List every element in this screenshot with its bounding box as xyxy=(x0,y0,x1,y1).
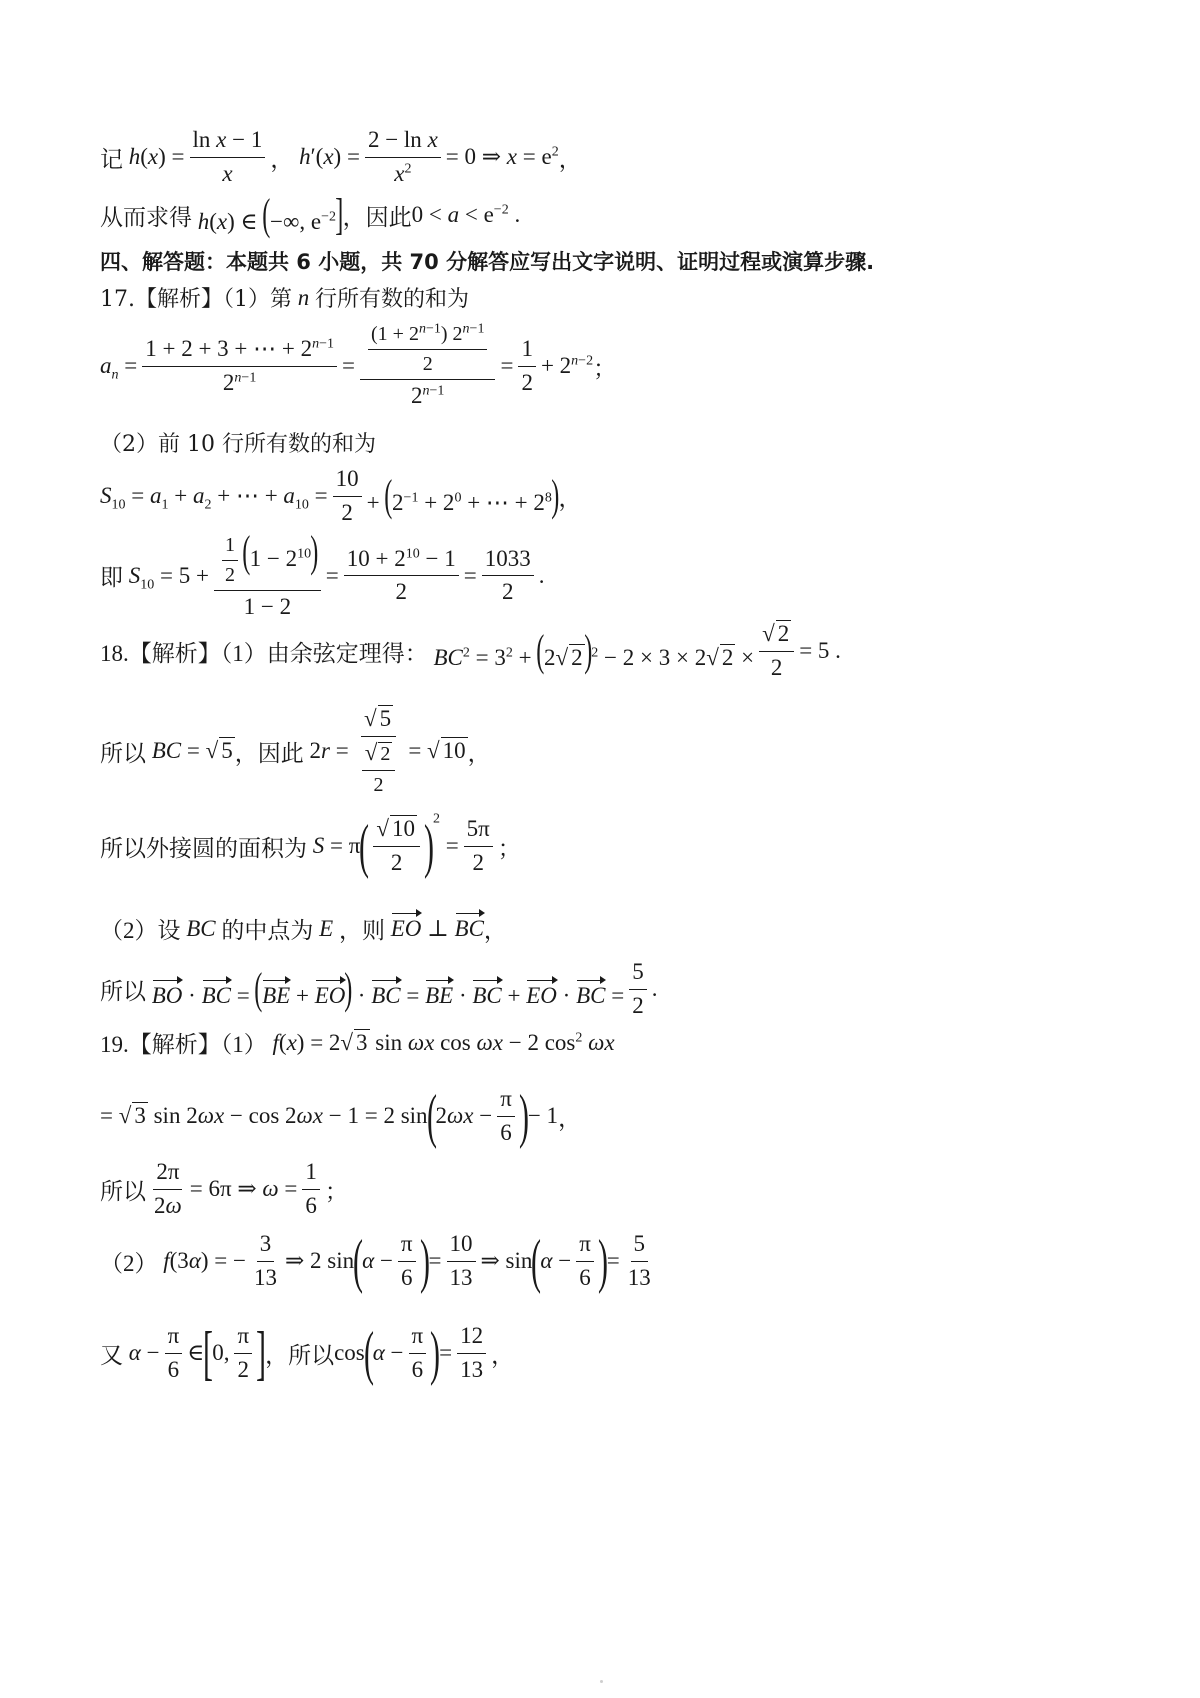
q18-part2: （2）设 BC 的中点为 E ，则 EO ⊥ BC ， xyxy=(100,915,507,943)
q19-part2: （2） f(3α) = − $\frac{3}{13}$ ⇒ 2 sin ( α − $\frac{\pi}{6}$ ) = $\frac{10}{13}$ ⇒ sin ( α − $\frac{\pi}{6}$ ) = $\frac{5}{13}$ xyxy=(100,1228,651,1295)
q17-part2: （2）前 10 行所有数的和为 xyxy=(100,432,376,457)
text-ji: 记 xyxy=(100,146,123,172)
q18-cosine-law: 18.【解析】（1）由余弦定理得： $BC^2 = 3^2 + (2√$ 2)$^2$ − 2 × 3 × 2√ 2 × $\frac{√ 2}{2}$ = 5 . xyxy=(100,621,841,680)
q19-fx: 19.【解析】（1） f(x) = 2√ 3 sin ωx cos ωx − 2 $\cos^2 \omega x$ xyxy=(100,1029,615,1057)
q18-dot-product: 所以 BO · BC = (BE + EO) · BC = BE · BC + EO · BC = $\frac{5}{2}$ . xyxy=(100,959,658,1018)
page-footer-mark xyxy=(600,1680,603,1683)
line-range-result: 从而求得 h(x) ∈ (−∞, $e^{-2}$] ， 因此 $0 < a < e^{-2}$ . xyxy=(100,190,521,239)
q18-area: 所以外接圆的面积为 S = π ( $\frac{√ 10}{2}$ ) $^2$ = $\frac{5\pi}{2}$ ； xyxy=(100,811,521,880)
q17-an-formula: $a_n$ = $\frac{1 + 2 + 3 + \cdots + 2^{n-1}}{2^{n-1}}$ = $\frac{\frac{(1 + 2^{n-1}) 2^{n-1}}{2}}{2^{n-1}}$ = $\frac{1}{2}$ + $2^{n-2}$ ； xyxy=(100,321,617,408)
q19-cos: 又 α − $\frac{\pi}{6}$ ∈ [ 0, $\frac{\pi}{2}$ ] ，所以 cos ( α − $\frac{\pi}{6}$ ) = $\frac{12}{13}$ ， xyxy=(100,1320,515,1387)
q19-simplify: = √ 3 sin 2ωx − cos 2ωx − 1 = 2 sin ( 2ωx − $\frac{\pi}{6}$ ) − 1 ， xyxy=(100,1083,582,1150)
q17-s10-sum: $S_{10} = a_1 + a_2$ + ⋯ + $a_{10}$ = $\frac{10}{2}$ + ($2^{-1} + 2^0$ + ⋯ + $2^8$) ， xyxy=(100,466,582,525)
q19-omega: 所以 $\frac{2\pi}{2\omega}$ = 6π ⇒ ω = $\frac{1}{6}$ ； xyxy=(100,1159,348,1218)
q17-intro: 17.【解析】（1）第 n 行所有数的和为 xyxy=(100,284,470,312)
q17-s10-result: 即 $S_{10} = 5$ + $\frac{1}{2}$ $(1 - 2^{10})$ 1 − 2 = $\frac{10 + 2^{10} - 1}{2}$ = $\frac{1033}{2}$ . xyxy=(100,527,545,620)
line-h-definition: 记 h(x) = $\frac{\text{ln x − 1}}{x}$ ， h′(x) = $\frac{\text{2 − ln x}}{x^2}$ = 0 ⇒ $x = e^2$ ， xyxy=(100,127,582,186)
q18-bc-radius: 所以 BC = √ 5 ， 因此 2r = $\frac{√ 5}{\frac{√ 2}{2}}$ = √ 10 ， xyxy=(100,706,491,796)
section-heading: 四、解答题：本题共 6 小题，共 70 分解答应写出文字说明、证明过程或演算步骤. xyxy=(100,250,875,274)
